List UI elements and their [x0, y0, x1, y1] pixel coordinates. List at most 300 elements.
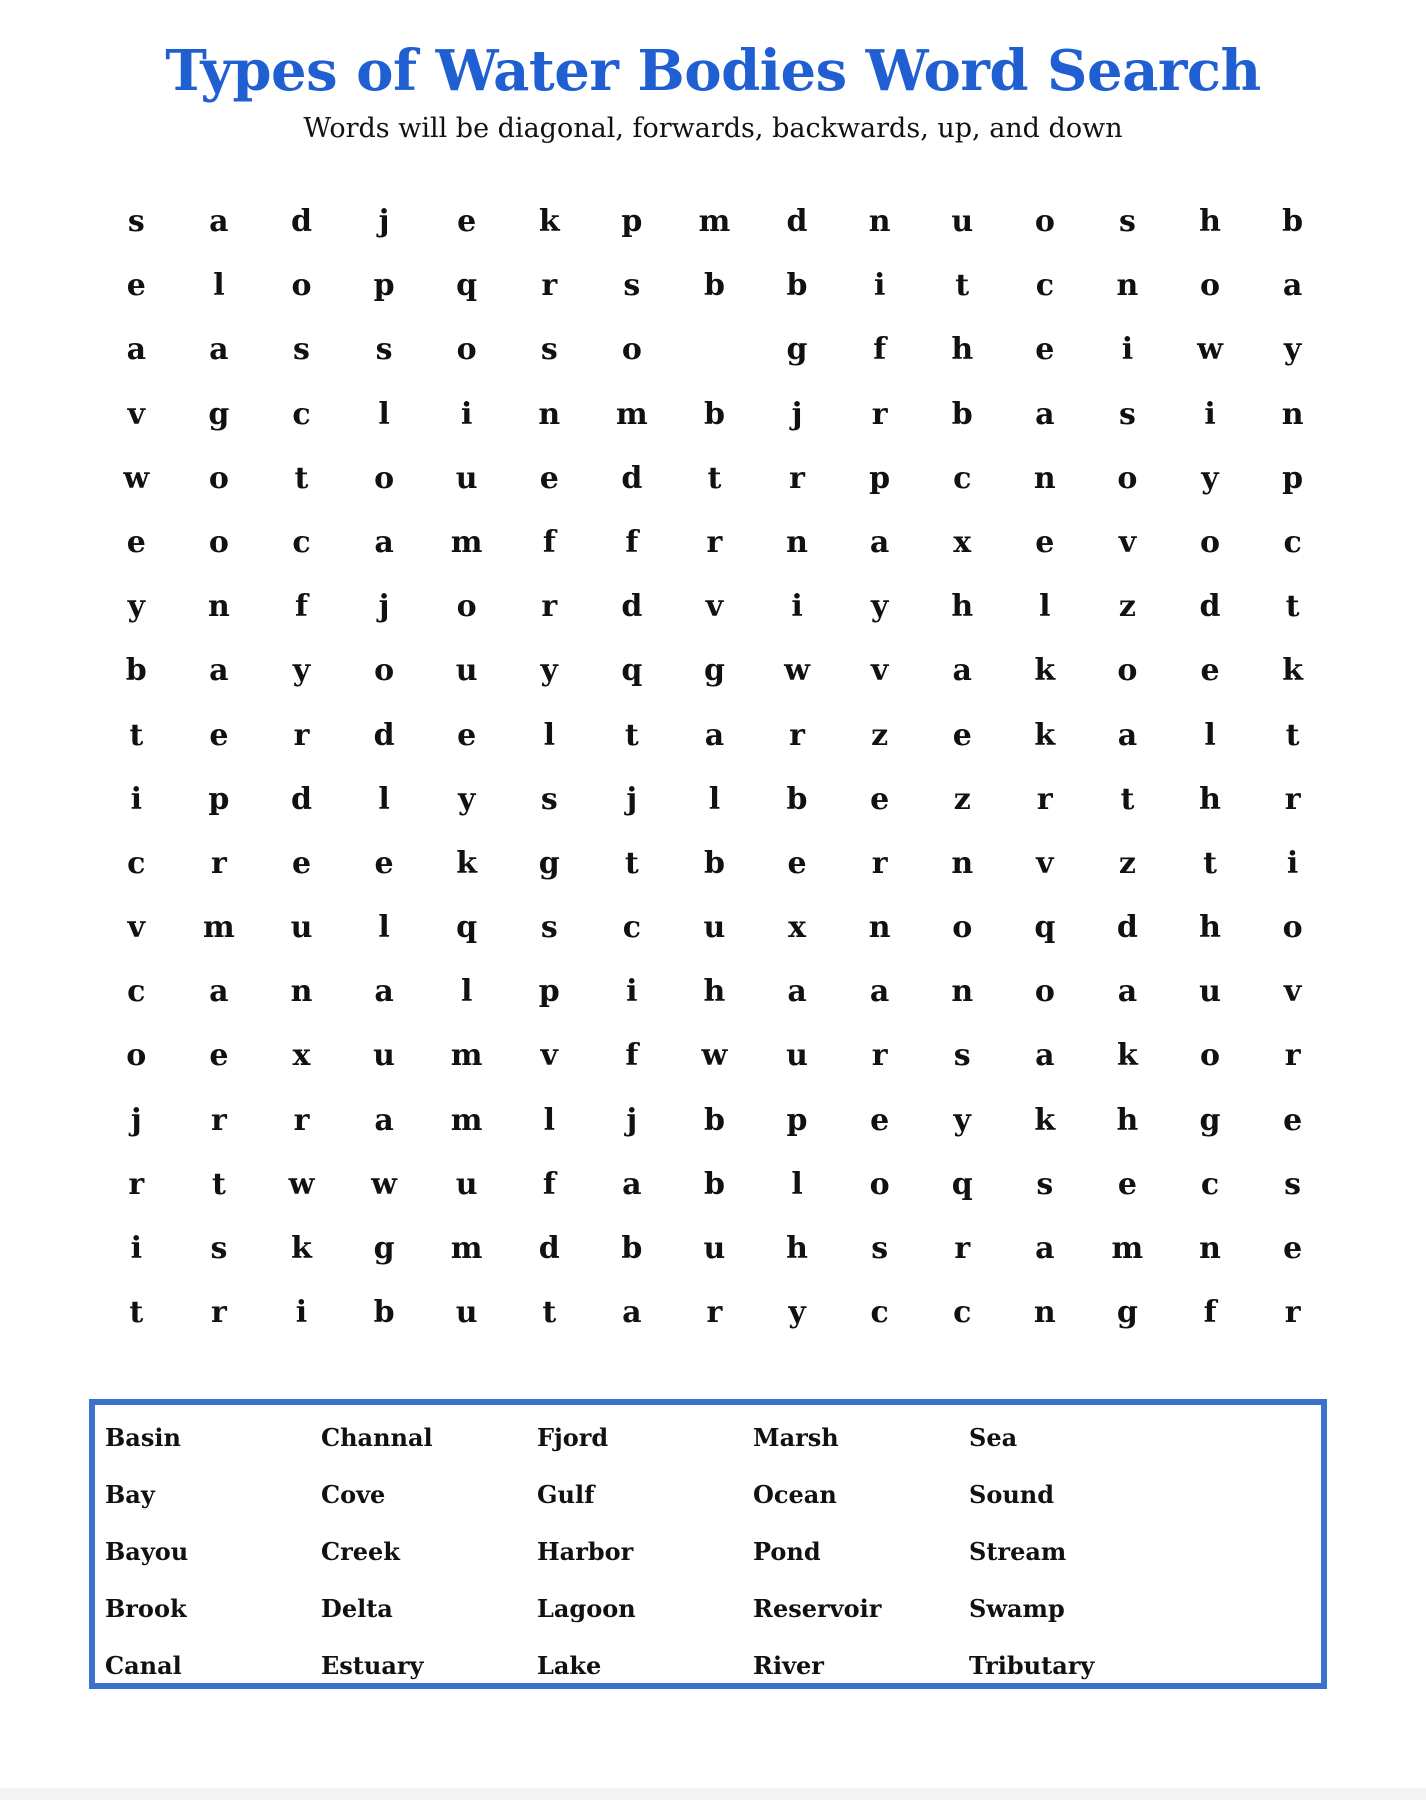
grid-cell: v [705, 589, 724, 625]
grid-cell: o [1282, 910, 1303, 946]
grid-cell: m [698, 204, 731, 239]
grid-cell: t [211, 1166, 226, 1202]
grid-cell: y [292, 653, 311, 689]
grid-cell: e [870, 1102, 890, 1138]
grid-cell: f [625, 1038, 639, 1074]
word-list-item: Channal [321, 1423, 433, 1452]
word-list-item: Ocean [753, 1480, 837, 1509]
grid-cell: e [1283, 1102, 1303, 1138]
word-list-item: Sea [969, 1423, 1018, 1452]
grid-cell: u [1199, 974, 1221, 1010]
grid-cell: a [622, 1166, 642, 1202]
grid-cell: i [873, 268, 886, 304]
grid-cell: j [626, 781, 638, 817]
grid-cell: z [1118, 589, 1136, 625]
grid-cell: w [288, 1166, 315, 1202]
grid-cell: o [456, 589, 477, 625]
grid-cell: r [1284, 1295, 1301, 1331]
grid-cell: k [456, 845, 478, 881]
grid-cell: l [378, 396, 390, 432]
grid-cell: r [706, 1295, 723, 1331]
grid-cell: a [1282, 268, 1303, 304]
grid-cell: k [538, 204, 560, 239]
grid-cell: b [703, 1166, 725, 1202]
grid-cell: m [450, 1038, 483, 1074]
page-subtitle: Words will be diagonal, forwards, backwards, up, and down [303, 113, 1123, 144]
grid-cell: a [704, 717, 725, 753]
grid-cell: v [1283, 974, 1302, 1010]
grid-cell: t [1285, 717, 1300, 753]
word-list-item: Estuary [321, 1651, 424, 1680]
word-list-item: Creek [321, 1537, 400, 1566]
grid-cell: r [293, 1102, 310, 1138]
grid-cell: d [1116, 910, 1138, 946]
grid-cell: y [1283, 332, 1302, 368]
grid-cell: y [457, 781, 476, 817]
grid-cell: f [295, 589, 308, 625]
grid-cell: c [953, 1295, 972, 1331]
grid-cell: v [1118, 524, 1137, 560]
grid-cell: o [869, 1166, 890, 1202]
grid-cell: y [870, 589, 889, 625]
grid-cell: h [1199, 204, 1221, 239]
grid-cell: s [953, 1038, 971, 1074]
grid-cell: b [1282, 204, 1304, 239]
grid-cell: i [626, 974, 638, 1010]
grid-cell: g [786, 332, 808, 368]
grid-row [95, 190, 1335, 254]
grid-cell: i [1286, 845, 1299, 881]
grid-cell: z [871, 717, 889, 753]
grid-cell: a [1117, 974, 1138, 1010]
page-bottom-edge [0, 1788, 1426, 1800]
grid-cell: m [450, 1231, 483, 1266]
grid-cell: e [1117, 1166, 1137, 1202]
word-list-item: Tributary [969, 1651, 1095, 1680]
grid-cell: n [1033, 460, 1056, 496]
word-list-item: Harbor [537, 1537, 634, 1566]
word-list-item: Sound [969, 1480, 1055, 1509]
grid-cell: l [543, 1102, 555, 1138]
grid-cell: c [870, 1295, 889, 1331]
grid-cell: z [953, 781, 971, 817]
grid-cell: f [873, 332, 887, 368]
grid-cell: m [1111, 1231, 1144, 1266]
grid-cell: h [1199, 781, 1221, 817]
grid-cell: s [293, 332, 310, 368]
grid-cell: c [292, 396, 311, 432]
grid-cell: b [786, 781, 808, 817]
grid-cell: o [374, 460, 395, 496]
grid-cell: r [293, 717, 310, 753]
grid-cell: k [1034, 1102, 1056, 1138]
grid-cell: a [1035, 396, 1055, 432]
grid-cell: c [1283, 524, 1302, 560]
grid-cell: s [1118, 204, 1136, 239]
word-list-item: Lake [537, 1651, 602, 1680]
grid-cell: t [294, 460, 309, 496]
grid-cell: y [953, 1102, 971, 1138]
grid-cell: u [290, 910, 313, 946]
grid-cell: o [208, 460, 229, 496]
grid-cell: y [1201, 460, 1219, 496]
grid-cell: a [374, 974, 394, 1010]
grid-cell: t [129, 1295, 144, 1331]
grid-cell: r [789, 717, 805, 753]
grid-cell: a [1117, 717, 1138, 753]
grid-cell: a [1035, 1231, 1055, 1266]
grid-cell: v [127, 910, 146, 946]
grid-cell: r [128, 1166, 145, 1202]
word-list-item: Gulf [537, 1480, 595, 1509]
grid-cell: m [203, 910, 235, 946]
grid-cell: r [871, 845, 888, 881]
grid-cell: o [456, 332, 477, 368]
grid-cell: i [460, 396, 473, 432]
grid-cell: a [1035, 1038, 1055, 1074]
grid-cell: v [127, 396, 146, 432]
grid-cell: n [868, 204, 891, 239]
grid-cell: c [127, 845, 146, 881]
grid-cell: k [1034, 653, 1056, 689]
grid-cell: a [374, 1102, 394, 1138]
grid-cell: t [1203, 845, 1217, 881]
word-list-item: Reservoir [753, 1594, 882, 1623]
grid-cell: v [1036, 845, 1054, 881]
grid-cell: r [1036, 781, 1053, 817]
grid-cell: u [373, 1038, 395, 1074]
word-column [105, 1417, 345, 1702]
grid-cell: k [1282, 653, 1303, 689]
grid-cell: e [1283, 1231, 1303, 1266]
grid-cell: w [1197, 332, 1223, 368]
grid-cell: r [210, 1102, 227, 1138]
grid-cell: s [540, 781, 558, 817]
grid-cell: q [456, 268, 478, 304]
word-list-item: Lagoon [537, 1594, 636, 1623]
grid-cell: i [130, 781, 142, 817]
grid-cell: o [1200, 268, 1221, 304]
grid-cell: j [626, 1102, 638, 1138]
grid-cell: p [621, 204, 643, 239]
grid-cell: q [951, 1166, 973, 1202]
grid-cell: y [127, 589, 146, 625]
grid-cell: d [621, 460, 643, 496]
grid-cell: r [210, 845, 227, 881]
grid-cell: i [1204, 396, 1216, 432]
grid-cell: c [622, 910, 641, 946]
grid-cell: d [373, 717, 395, 753]
word-list-item: Pond [753, 1537, 821, 1566]
grid-cell: s [1118, 396, 1136, 432]
grid-cell: h [786, 1231, 808, 1266]
grid-cell: e [126, 524, 146, 560]
grid-cell: p [538, 974, 560, 1010]
grid-cell: d [786, 204, 808, 239]
grid-cell: y [540, 653, 558, 689]
grid-cell: o [952, 910, 973, 946]
grid-cell: n [786, 524, 808, 560]
grid-cell: q [456, 910, 478, 946]
grid-cell: m [615, 396, 648, 432]
grid-cell: l [1204, 717, 1216, 753]
grid-cell: n [1199, 1231, 1221, 1266]
grid-cell: l [460, 974, 473, 1010]
grid-cell: i [791, 589, 803, 625]
grid-cell: a [374, 524, 394, 560]
word-list-item: Bay [105, 1480, 155, 1509]
grid-cell: p [786, 1102, 808, 1138]
grid-cell: l [708, 781, 721, 817]
grid-row [95, 318, 1335, 382]
grid-cell: u [703, 910, 726, 946]
grid-cell: a [952, 653, 972, 689]
page-title: Types of Water Bodies Word Search [165, 38, 1261, 104]
grid-cell: o [291, 268, 312, 304]
word-list-item: Basin [105, 1423, 181, 1452]
grid-cell: g [538, 845, 560, 881]
grid-cell: i [1121, 332, 1134, 368]
grid-cell: l [543, 717, 555, 753]
grid-cell: n [538, 396, 561, 432]
grid-cell: j [791, 396, 803, 432]
grid-cell: a [209, 332, 229, 368]
grid-cell: a [209, 653, 229, 689]
grid-cell: n [1116, 268, 1139, 304]
grid-cell: e [209, 717, 229, 753]
grid-cell: s [1284, 1166, 1302, 1202]
grid-cell: r [871, 396, 888, 432]
grid-cell: x [292, 1038, 311, 1074]
grid-cell: n [951, 845, 974, 881]
grid-cell: s [210, 1231, 228, 1266]
grid-cell: u [455, 460, 478, 496]
grid-cell: t [624, 845, 639, 881]
grid-cell: m [450, 1102, 483, 1138]
word-list-item: Cove [321, 1480, 386, 1509]
word-column [753, 1417, 993, 1702]
grid-cell: n [1033, 1295, 1056, 1331]
grid-cell: v [870, 653, 889, 689]
grid-cell: e [539, 460, 559, 496]
grid-cell: f [542, 524, 556, 560]
grid-cell: e [126, 268, 146, 304]
grid-cell: t [707, 460, 722, 496]
grid-cell: b [373, 1295, 395, 1331]
grid-cell: d [538, 1231, 560, 1266]
word-list-item: Canal [105, 1651, 182, 1680]
grid-cell: p [869, 460, 891, 496]
word-list-item: Brook [105, 1594, 187, 1623]
grid-row [95, 960, 1335, 1024]
word-column [321, 1417, 561, 1702]
grid-cell: s [375, 332, 393, 368]
grid-row [95, 768, 1335, 832]
grid-cell: n [868, 910, 891, 946]
word-column [537, 1417, 777, 1702]
grid-row [95, 1153, 1335, 1217]
grid-cell: o [1034, 204, 1055, 239]
grid-cell: p [208, 781, 230, 817]
grid-cell: a [869, 974, 890, 1010]
grid-cell: e [787, 845, 807, 881]
grid-cell: r [789, 460, 805, 496]
word-list-item: Bayou [105, 1537, 189, 1566]
grid-cell: b [125, 653, 147, 689]
grid-cell: o [1200, 1038, 1221, 1074]
grid-cell: h [703, 974, 726, 1010]
grid-cell: s [540, 910, 558, 946]
grid-cell: e [952, 717, 972, 753]
grid-cell: f [542, 1166, 556, 1202]
grid-cell: e [374, 845, 394, 881]
grid-cell: x [788, 910, 806, 946]
word-list-item: Fjord [537, 1423, 609, 1452]
grid-cell: e [870, 781, 890, 817]
grid-cell: a [787, 974, 807, 1010]
grid-cell: r [541, 589, 558, 625]
grid-cell: q [621, 653, 643, 689]
grid-cell: c [1200, 1166, 1220, 1202]
grid-cell: a [622, 1295, 642, 1331]
grid-cell: b [703, 1102, 725, 1138]
grid-cell: n [1281, 396, 1304, 432]
word-list-item: River [753, 1651, 824, 1680]
grid-row [95, 1089, 1335, 1153]
grid-row [95, 1217, 1335, 1281]
grid-cell: o [1117, 460, 1138, 496]
grid-cell: b [703, 396, 725, 432]
word-list-item: Delta [321, 1594, 393, 1623]
grid-cell: u [455, 653, 478, 689]
grid-cell: j [378, 589, 390, 625]
grid-cell: h [1199, 910, 1221, 946]
grid-cell: l [378, 910, 390, 946]
grid-cell: l [791, 1166, 803, 1202]
grid-cell: a [869, 524, 890, 560]
grid-cell: o [1034, 974, 1055, 1010]
grid-cell: r [210, 1295, 227, 1331]
grid-cell: k [1034, 717, 1056, 753]
grid-row [95, 447, 1335, 511]
grid-cell: w [123, 460, 150, 496]
grid-cell: o [208, 524, 229, 560]
grid-cell: d [621, 589, 643, 625]
grid-cell: h [1116, 1102, 1139, 1138]
grid-cell: c [953, 460, 972, 496]
grid-cell: t [542, 1295, 557, 1331]
grid-row [95, 704, 1335, 768]
grid-cell: t [1120, 781, 1135, 817]
grid-cell: n [290, 974, 313, 1010]
word-list-item: Stream [969, 1537, 1067, 1566]
grid-cell: e [291, 845, 312, 881]
grid-row [95, 254, 1335, 318]
grid-cell: e [457, 717, 477, 753]
grid-cell: g [703, 653, 725, 689]
grid-row [95, 639, 1335, 703]
grid-cell: a [209, 204, 229, 239]
grid-cell: h [951, 332, 974, 368]
word-list-item: Marsh [753, 1423, 839, 1452]
grid-cell: d [1199, 589, 1221, 625]
grid-cell: d [290, 204, 312, 239]
grid-cell: h [951, 589, 974, 625]
grid-cell: b [786, 268, 808, 304]
grid-cell: r [954, 1231, 971, 1266]
grid-cell: n [951, 974, 974, 1010]
grid-cell: b [951, 396, 973, 432]
grid-row [95, 383, 1335, 447]
grid-cell: y [788, 1295, 806, 1331]
letter-grid [95, 190, 1335, 1345]
grid-cell: w [784, 653, 810, 689]
grid-cell: b [621, 1231, 643, 1266]
grid-cell: o [1117, 653, 1138, 689]
grid-cell: s [1036, 1166, 1054, 1202]
grid-cell: t [129, 717, 144, 753]
grid-cell: i [295, 1295, 308, 1331]
grid-cell: z [1118, 845, 1136, 881]
grid-cell: j [378, 204, 390, 239]
grid-cell: k [1117, 1038, 1138, 1074]
grid-cell: j [130, 1102, 142, 1138]
grid-row [95, 832, 1335, 896]
grid-cell: m [450, 524, 483, 560]
grid-cell: s [623, 268, 641, 304]
grid-cell: x [953, 524, 972, 560]
grid-cell: f [625, 524, 639, 560]
grid-cell: g [1116, 1295, 1138, 1331]
grid-cell: u [951, 204, 974, 239]
grid-cell: c [1035, 268, 1054, 304]
grid-cell [673, 318, 756, 382]
grid-cell: k [291, 1231, 312, 1266]
grid-row [95, 896, 1335, 960]
grid-cell: p [1282, 460, 1304, 496]
grid-cell: u [703, 1231, 726, 1266]
grid-row [95, 1281, 1335, 1345]
grid-cell: u [455, 1166, 478, 1202]
grid-cell: b [703, 845, 725, 881]
grid-cell: b [703, 268, 725, 304]
grid-cell: r [541, 268, 558, 304]
grid-cell: t [624, 717, 639, 753]
grid-cell: r [1284, 781, 1301, 817]
word-column [969, 1417, 1209, 1702]
grid-cell: s [871, 1231, 889, 1266]
grid-cell: u [786, 1038, 808, 1074]
grid-cell: r [1284, 1038, 1301, 1074]
word-list-item: Swamp [969, 1594, 1065, 1623]
grid-cell: d [290, 781, 312, 817]
grid-cell: l [378, 781, 390, 817]
grid-cell: u [455, 1295, 478, 1331]
grid-cell: e [1035, 332, 1055, 368]
grid-cell: e [457, 204, 477, 239]
grid-cell: t [1285, 589, 1300, 625]
grid-cell: f [1203, 1295, 1217, 1331]
grid-cell: o [1200, 524, 1221, 560]
grid-cell: g [1199, 1102, 1221, 1138]
grid-cell: i [130, 1231, 142, 1266]
grid-cell: q [1034, 910, 1056, 946]
grid-cell: e [1200, 653, 1220, 689]
grid-cell: l [1039, 589, 1051, 625]
grid-cell: c [127, 974, 146, 1010]
grid-cell: e [1035, 524, 1055, 560]
grid-cell: e [209, 1038, 229, 1074]
